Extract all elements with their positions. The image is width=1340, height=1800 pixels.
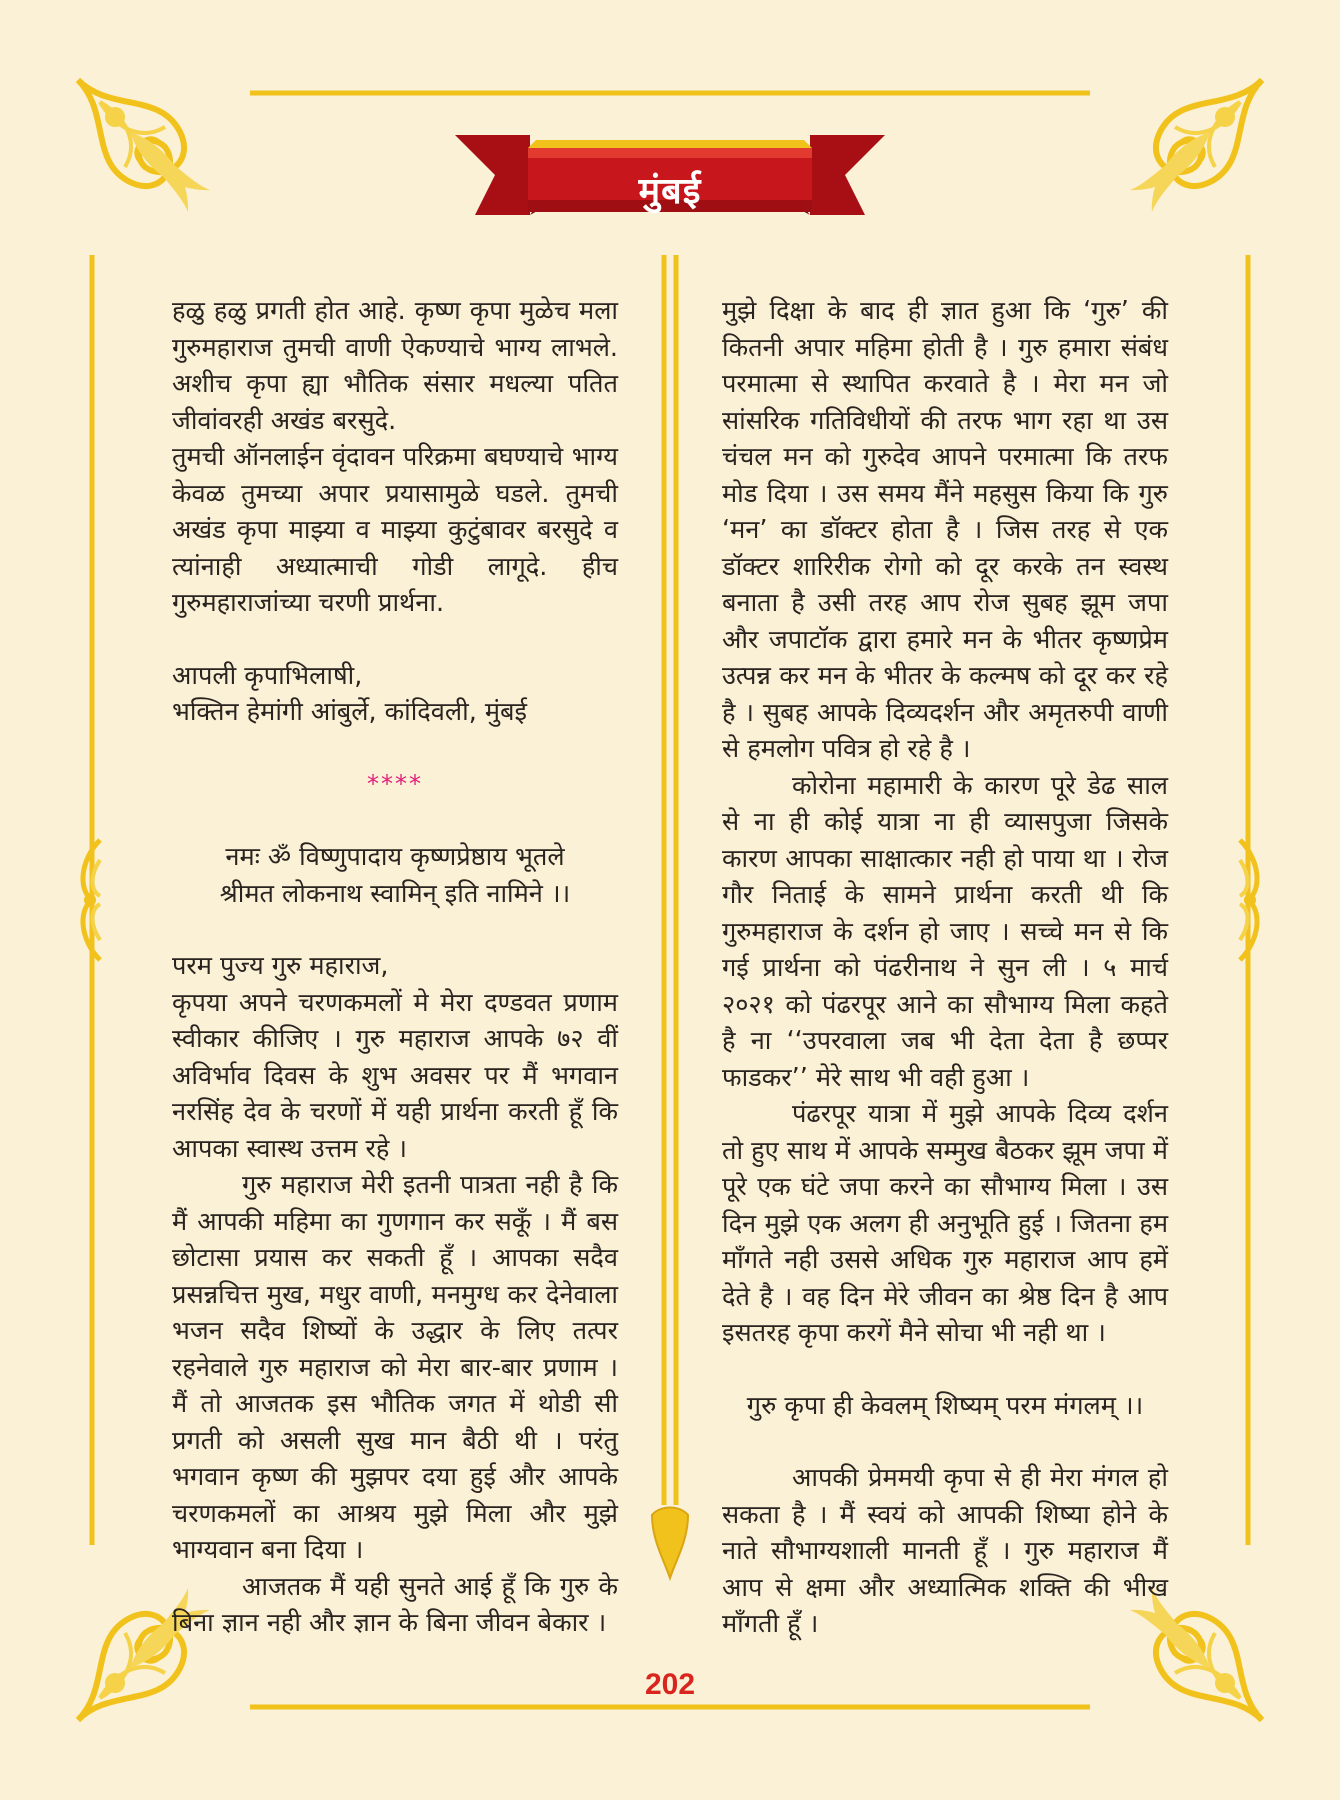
paragraph: कृपया अपने चरणकमलों मे मेरा दण्डवत प्रणाम स्वीकार कीजिए । गुरु महाराज आपके ७२ वीं अविर्भाव दिवस के शुभ अवसर पर मैं भगवान नरसिंह देव के चरणों में यही प्रार्थना करती हूँ कि आपका स्वास्थ उत्तम रहे ।: [172, 986, 618, 1163]
mantra-line: श्रीमत लोकनाथ स्वामिन् इति नामिने ।।: [219, 877, 571, 908]
quote-line: गुरु कृपा ही केवलम् शिष्यम् परम मंगलम् ।।: [746, 1389, 1144, 1420]
drop-pendant-icon: [652, 1508, 688, 1579]
page-title: मुंबई: [638, 171, 702, 212]
paragraph: कोरोना महामारी के कारण पूरे डेढ साल से ना ही कोई यात्रा ना ही व्यासपुजा जिसके कारण आपका साक्षात्कार नही हो पाया था । रोज गौर निताई के सामने प्रार्थना करती थी कि गुरुमहाराज के दर्शन हो जाए । सच्चे मन से कि गई प्रार्थना को पंढरीनाथ ने सुन ली । ५ मार्च २०२१ को पंढरपूर आने का सौभाग्य मिला कहते है ना ‘‘उपरवाला जब भी देता देता है छप्पर फाडकर’’ मेरे साथ भी वही हुआ ।: [722, 769, 1168, 1092]
paragraph: पंढरपूर यात्रा में मुझे आपके दिव्य दर्शन तो हुए साथ में आपके सम्मुख बैठकर झूम जपा में पूरे एक घंटे जपा करने का सौभाग्य मिला । उस दिन मुझे एक अलग ही अनुभूति हुई । जितना हम माँगते नही उससे अधिक गुरु महाराज आप हमें देते है । वह दिन मेरे जीवन का श्रेष्ठ दिन है आप इसतरह कृपा करगें मैने सोचा भी नही था ।: [722, 1098, 1168, 1347]
mantra-line: नमः ॐ विष्णुपादाय कृष्णप्रेष्ठाय भूतले: [225, 841, 565, 871]
floral-corner-icon: [78, 80, 210, 212]
letter-closing: आपली कृपाभिलाषी,: [172, 659, 363, 690]
floral-corner-icon: [1130, 80, 1262, 212]
left-column: [172, 292, 618, 1641]
column-divider: [652, 255, 688, 1578]
paragraph: हळु हळु प्रगती होत आहे. कृष्ण कृपा मुळेच मला गुरुमहाराज तुमची वाणी ऐकण्याचे भाग्य लाभले. अशीच कृपा ह्या भौतिक संसार मधल्या पतित जीवांवरही अखंड बरसुदे.: [172, 295, 618, 435]
paragraph: मुझे दिक्षा के बाद ही ज्ञात हुआ कि ‘गुरु’ की कितनी अपार महिमा होती है । गुरु हमारा संबंध परमात्मा से स्थापित करवाते है । मेरा मन जो सांसरिक गतिविधीयों की तरफ भाग रहा था उस चंचल मन को गुरुदेव आपने परमात्मा कि तरफ मोड दिया । उस समय मैंने महसुस किया कि गुरु ‘मन’ का डॉक्टर होता है । जिस तरह से एक डॉक्टर शारिरीक रोगो को दूर करके तन स्वस्थ बनाता है उसी तरह आप रोज सुबह झूम जपा और जपाटॉक द्वारा हमारे मन के भीतर कृष्णप्रेम उत्पन्न कर मन के भीतर के कल्मष को दूर कर रहे है । सुबह आपके दिव्यदर्शन और अमृतरुपी वाणी से हमलोग पवित्र हो रहे है ।: [722, 295, 1168, 763]
letter-signature: भक्तिन हेमांगी आंबुर्ले, कांदिवली, मुंबई: [172, 696, 527, 726]
right-column: [722, 292, 1168, 1642]
paragraph: आजतक मैं यही सुनते आई हूँ कि गुरु के बिना ज्ञान नही और ज्ञान के बिना जीवन बेकार ।: [172, 1570, 618, 1637]
section-separator: ****: [367, 769, 423, 798]
page-number: 202: [644, 1668, 696, 1701]
paragraph: गुरु महाराज मेरी इतनी पात्रता नही है कि मैं आपकी महिमा का गुणगान कर सकूँ । मैं बस छोटासा प्रयास कर सकती हूँ । आपका सदैव प्रसन्नचित्त मुख, मधुर वाणी, मनमुग्ध कर देनेवाला भजन सदैव शिष्यों के उद्धार के लिए तत्पर रहनेवाले गुरु महाराज को मेरा बार-बार प्रणाम । मैं तो आजतक इस भौतिक जगत में थोडी सी प्रगती को असली सुख मान बैठी थी । परंतु भगवान कृष्ण की मुझपर दया हुई और आपके चरणकमलों का आश्रय मुझे मिला और मुझे भाग्यवान बना दिया ।: [172, 1169, 618, 1564]
paragraph: आपकी प्रेममयी कृपा से ही मेरा मंगल हो सकता है । मैं स्वयं को आपकी शिष्या होने के नाते सौभाग्यशाली मानती हूँ । गुरु महाराज मैं आप से क्षमा और अध्यात्मिक शक्ति की भीख माँगती हूँ ।: [722, 1462, 1168, 1638]
letter-salutation: परम पुज्य गुरु महाराज,: [172, 950, 389, 980]
paragraph: तुमची ऑनलाईन वृंदावन परिक्रमा बघण्याचे भाग्य केवळ तुमच्या अपार प्रयासामुळे घडले. तुमची अखंड कृपा माझ्या व माझ्या कुटुंबावर बरसुदे व त्यांनाही अध्यात्माची गोडी लागूदे. हीच गुरुमहाराजांच्या चरणी प्रार्थना.: [172, 441, 618, 617]
